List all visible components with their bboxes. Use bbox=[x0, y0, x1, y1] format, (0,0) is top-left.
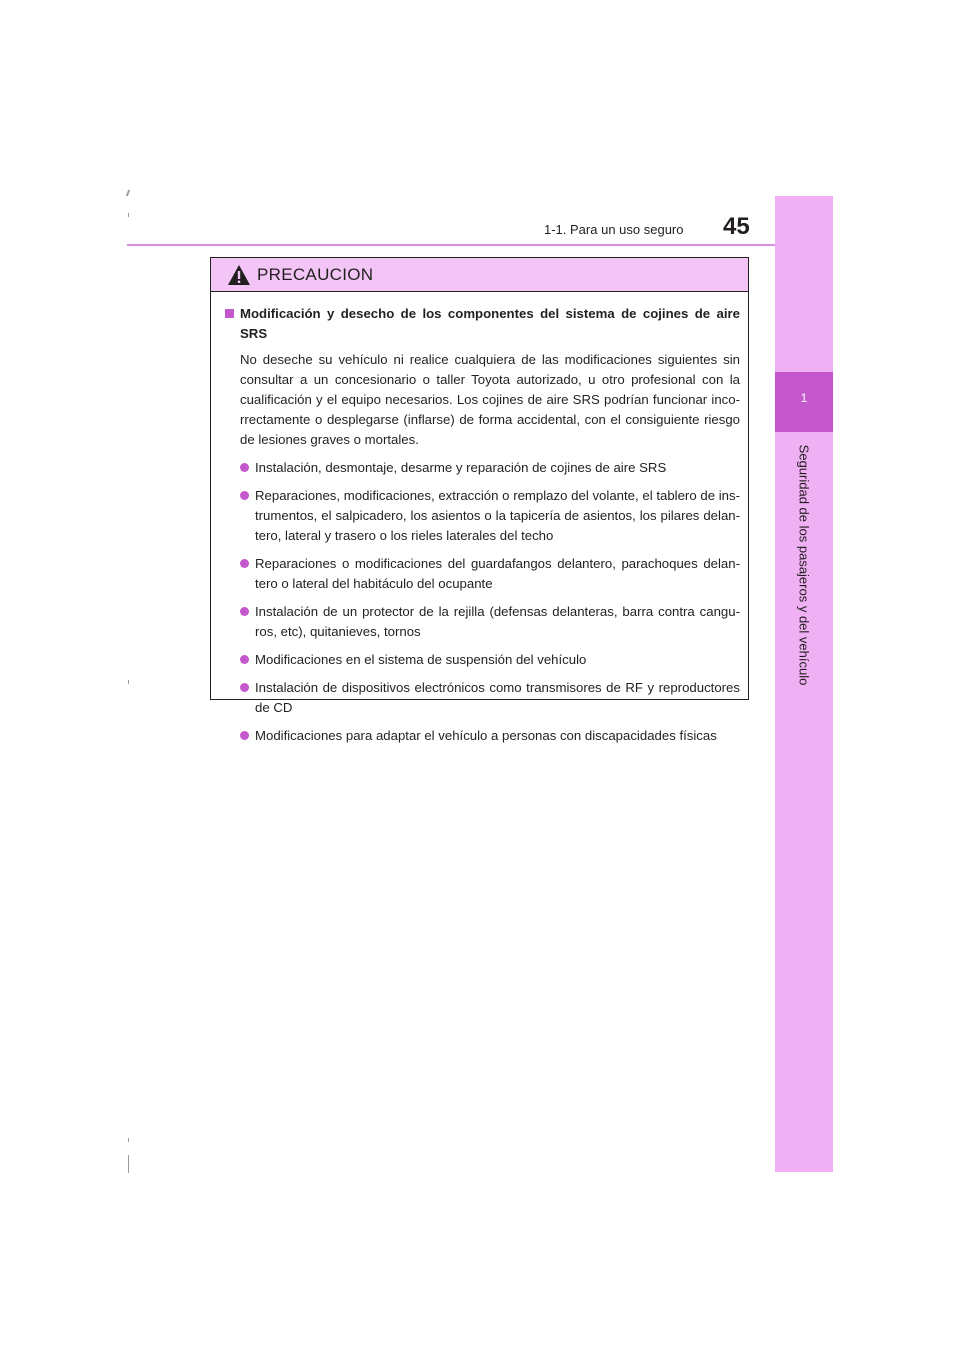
caution-header bbox=[211, 258, 748, 292]
dot-bullet-icon bbox=[240, 731, 249, 740]
list-item-text: Instalación de dispositivos electrónicos como transmisores de RF y reproductores de CD bbox=[255, 680, 740, 715]
list-item bbox=[225, 554, 740, 594]
caution-title: PRECAUCION bbox=[257, 264, 374, 284]
list-item bbox=[225, 678, 740, 718]
section-heading-text: Modificación y desecho de los componentes del sistema de cojines de aire SRS bbox=[240, 306, 740, 341]
list-item-text: Reparaciones, modificaciones, extracción o remplazo del volante, el tablero de ins-trumentos, el salpicadero, los asientos o la tapicería de asientos, los pilares delan-tero, lateral y trasero o los rieles laterales del techo bbox=[255, 488, 740, 543]
list-item bbox=[225, 726, 740, 746]
list-item-text: Modificaciones en el sistema de suspensión del vehículo bbox=[255, 652, 587, 667]
list-item-text: Instalación, desmontaje, desarme y reparación de cojines de aire SRS bbox=[255, 460, 667, 475]
crop-mark bbox=[128, 1138, 129, 1142]
intro-paragraph: No deseche su vehículo ni realice cualquiera de las modificaciones siguientes sin consultar a un concesionario o taller Toyota autorizado, u otro profesional con la cualificación y el equipo necesarios. Los cojines de aire SRS podrían funcionar inco-rrectamente o desplegarse (inflarse) de forma accidental, con el consiguiente riesgo de lesiones graves o mortales. bbox=[240, 352, 740, 447]
caution-box bbox=[210, 257, 749, 743]
list-item bbox=[225, 486, 740, 546]
header-section-title: 1-1. Para un uso seguro bbox=[544, 222, 684, 237]
list-item bbox=[225, 650, 740, 670]
crop-mark bbox=[128, 680, 129, 684]
list-item-text: Reparaciones o modificaciones del guardafangos delantero, parachoques delan-tero o lateral del habitáculo del ocupante bbox=[255, 556, 740, 591]
dot-bullet-icon bbox=[240, 655, 249, 664]
dot-bullet-icon bbox=[240, 463, 249, 472]
list-item bbox=[225, 602, 740, 642]
square-bullet-icon bbox=[225, 309, 234, 318]
chapter-title-vertical: Seguridad de los pasajeros y del vehículo bbox=[796, 444, 812, 686]
crop-mark bbox=[128, 213, 129, 217]
crop-mark bbox=[126, 190, 130, 196]
list-item-text: Instalación de un protector de la rejilla (defensas delanteras, barra contra cangu-ros, etc), quitanieves, tornos bbox=[255, 604, 740, 639]
dot-bullet-icon bbox=[240, 683, 249, 692]
warning-triangle-icon bbox=[227, 264, 251, 286]
page-number: 45 bbox=[723, 213, 750, 240]
dot-bullet-icon bbox=[240, 559, 249, 568]
dot-bullet-icon bbox=[240, 491, 249, 500]
header-divider bbox=[127, 244, 833, 246]
dot-bullet-icon bbox=[240, 607, 249, 616]
chapter-number-tab: 1 bbox=[775, 372, 833, 432]
list-item-text: Modificaciones para adaptar el vehículo a personas con discapacidades físicas bbox=[255, 728, 717, 743]
list-item bbox=[225, 458, 740, 478]
crop-mark bbox=[128, 1155, 129, 1173]
caution-body bbox=[211, 292, 748, 746]
section-heading bbox=[225, 304, 740, 344]
